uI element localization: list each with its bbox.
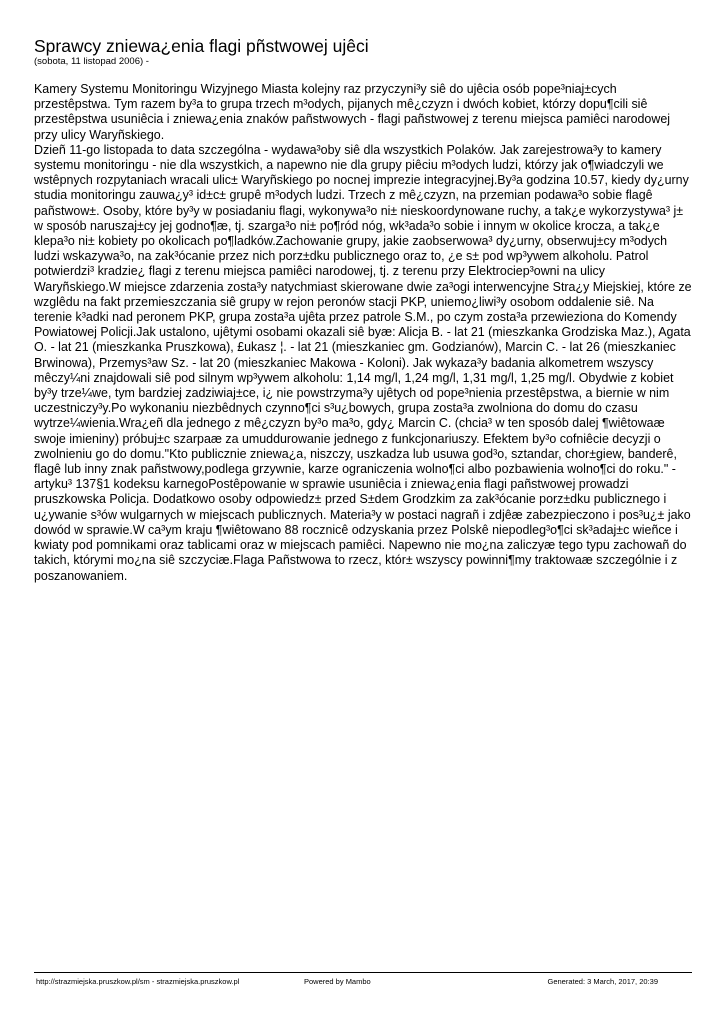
footer-generated: Generated: 3 March, 2017, 20:39 <box>547 977 658 986</box>
article-text: Kamery Systemu Monitoringu Wizyjnego Miasta kolejny raz przyczyni³y siê do ujêcia osób pope³niaj±cych przestêpstwa. Tym razem by³a to grupa trzech m³odych, pijanych mê¿czyzn i dwóch kobiet, którzy dopu¶cili siê przestêpstwa usuniêcia i zniewa¿enia znaków pañstwowych - flagi pañstwowej z terenu miejsca pamiêci narodowej przy ulicy Waryñskiego. Dzieñ 11-go listopada to data szczególna - wydawa³oby siê dla wszystkich Polaków. Jak zarejestrowa³y to kamery systemu monitoringu - nie dla wszystkich, a napewno nie dla grupy piêciu m³odych ludzi, którzy jak o¶wiadczyli we wstêpnych rozpytaniach wracali ulic± Waryñskiego po nocnej imprezie integracyjnej.By³a godzina 10.57, kiedy dy¿urny studia monitoringu zauwa¿y³ id±c± grupê m³odych ludzi. Trzech z mê¿czyzn, na przemian podawa³o sobie flagê pañstwow±. Osoby, które by³y w posiadaniu flagi, wykonywa³o ni± nieskoordynowane ruchy, a tak¿e wykorzystywa³ j± w sposób naruszaj±cy jej godno¶æ, tj. szarga³o ni± po¶ród nóg, wk³ada³o sobie i innym w okolice krocza, a tak¿e klepa³o ni± kobiety po okolicach po¶ladków.Zachowanie grupy, jakie zaobserwowa³ dy¿urny, obserwuj±cy m³odych ludzi wskazywa³o, na zak³ócanie przez nich porz±dku publicznego oraz to, ¿e s± pod wp³ywem alkoholu. Patrol potwierdzi³ kradzie¿ flagi z terenu miejsca pamiêci narodowej, tj. z terenu przy Elektrociep³owni na ulicy Waryñskiego.W miejsce zdarzenia zosta³y natychmiast skierowane dwie za³ogi interwencyjne Stra¿y Miejskiej, które ze wzglêdu na fakt przemieszczania siê grupy w rejon peronów stacji PKP, uniemo¿liwi³y osobom oddalenie siê. Na terenie k³adki nad peronem PKP, grupa zosta³a ujêta przez patrole S.M., po czym zosta³a przewieziona do Komendy Powiatowej Policji.Jak ustalono, ujêtymi osobami okazali siê byæ: Alicja B. - lat 21 (mieszkanka Grodziska Maz.), Agata O. - lat 21 (mieszkanka Pruszkowa), £ukasz ¦. - lat 21 (mieszkaniec gm. Godzianów), Marcin C. - lat 26 (mieszkaniec Brwinowa), Przemys³aw Sz. - lat 20 (mieszkaniec Makowa - Koloni). Jak wykaza³y badania alkometrem wszyscy mêczy¼ni znajdowali siê pod silnym wp³ywem alkoholu: 1,14 mg/l, 1,24 mg/l, 1,31 mg/l, 1,25 mg/l. Obydwie z kobiet by³y trze¼we, tym bardziej zadziwiaj±ce, i¿ nie powstrzyma³y ujêtych od pope³nienia przestêpstwa, a biernie w nim uczestniczy³y.Po wykonaniu niezbêdnych czynno¶ci s³u¿bowych, grupa zosta³a zwolniona do domu do czasu wytrze¼wienia.Wra¿eñ dla jednego z mê¿czyzn by³o ma³o, gdy¿ Marcin C. (chcia³ w ten sposób dalej ¶wiêtowaæ swoje imieniny) próbuj±c szarpaæ za umuddurowanie jednego z funkcjonariuszy. Efektem by³o cofniêcie decyzji o zwolnieniu go do domu."Kto publicznie zniewa¿a, niszczy, uszkadza lub usuwa god³o, sztandar, chor±giew, banderê, flagê lub inny znak pañstwowy,podlega grzywnie, karze ograniczenia wolno¶ci albo pozbawienia wolno¶ci do roku." - artyku³ 137§1 kodeksu karnegoPostêpowanie w sprawie usuniêcia i zniewa¿enia flagi pañstwowej prowadzi pruszkowska Policja. Dodatkowo osoby odpowiedz± przed S±dem Grodzkim za zak³ócanie porz±dku publicznego i u¿ywanie s³ów wulgarnych w miejscach publicznych. Materia³y w postaci nagrañ i zdjêæ zabezpieczono i pos³u¿± jako dowód w sprawie.W ca³ym kraju ¶wiêtowano 88 rocznicê odzyskania przez Polskê niepodleg³o¶ci sk³adaj±c wieñce i kwiaty pod pomnikami oraz tablicami oraz w miejscach pamiêci. Napewno nie mo¿na zaliczyæ tego typu zachowañ do takich, którymi mo¿na siê szczyciæ.Flaga Pañstwowa to rzecz, któr± wszyscy powinni¶my traktowaæ szczególnie i z poszanowaniem. <box>34 82 692 583</box>
article-body <box>34 82 692 584</box>
article-header <box>34 36 692 67</box>
article-date: (sobota, 11 listopad 2006) - <box>34 56 149 67</box>
article-title: Sprawcy zniewa¿enia flagi pñstwowej ujêci <box>34 36 369 56</box>
footer-powered-by: Powered by Mambo <box>304 977 371 986</box>
page-footer <box>34 972 692 987</box>
footer-url: http://strazmiejska.pruszkow.pl/sm - strazmiejska.pruszkow.pl <box>36 977 240 986</box>
